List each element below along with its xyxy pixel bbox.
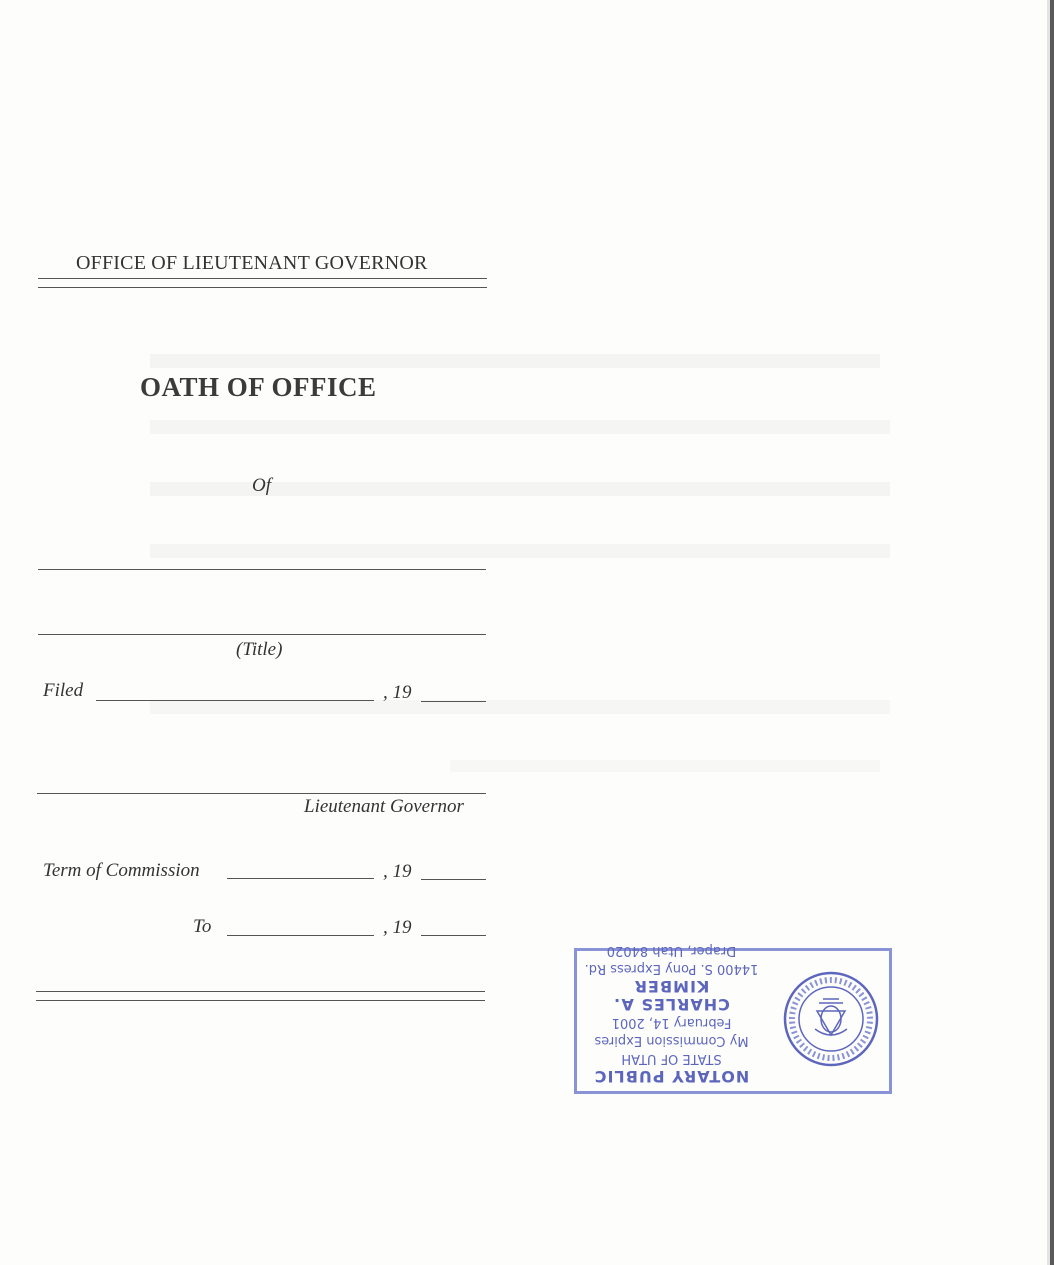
to-year-line (421, 935, 486, 936)
stamp-line-5: CHARLES A. KIMBER (613, 977, 730, 1014)
footer-rule-bottom (36, 1000, 485, 1001)
state-seal-icon (781, 969, 881, 1069)
of-label: Of (252, 475, 271, 496)
stamp-line-2: STATE OF UTAH (621, 1051, 722, 1066)
term-year-prefix: , 19 (383, 861, 412, 882)
to-label: To (193, 916, 212, 937)
stamp-line-4: February 14, 2001 (611, 1015, 732, 1030)
document-title: OATH OF OFFICE (140, 372, 377, 402)
stamp-line-1: NOTARY PUBLIC (593, 1067, 750, 1086)
stamp-line-3: My Commission Expires (594, 1033, 749, 1048)
header-rule-top (38, 278, 487, 279)
notary-stamp (574, 943, 892, 1094)
header-rule-bottom (38, 287, 487, 288)
lt-governor-label: Lieutenant Governor (304, 796, 464, 817)
to-date-line (227, 935, 374, 936)
page-edge (1050, 0, 1054, 1265)
term-date-line (227, 878, 374, 879)
title-caption: (Title) (236, 639, 283, 660)
stamp-line-6: 14400 S. Pony Express Rd. (584, 961, 759, 976)
to-year-prefix: , 19 (383, 917, 412, 938)
filed-year-line (421, 701, 486, 702)
office-header: OFFICE OF LIEUTENANT GOVERNOR (76, 252, 428, 274)
filed-date-line (96, 700, 374, 701)
name-line (38, 569, 486, 570)
notary-stamp-text (584, 941, 759, 1085)
title-line (38, 634, 486, 635)
term-year-line (421, 879, 486, 880)
term-label: Term of Commission (43, 860, 200, 881)
filed-year-prefix: , 19 (383, 682, 412, 703)
signature-line (37, 793, 486, 794)
filed-label: Filed (43, 680, 84, 701)
footer-rule-top (36, 991, 485, 992)
stamp-line-7: Draper, Utah 84020 (606, 943, 737, 958)
